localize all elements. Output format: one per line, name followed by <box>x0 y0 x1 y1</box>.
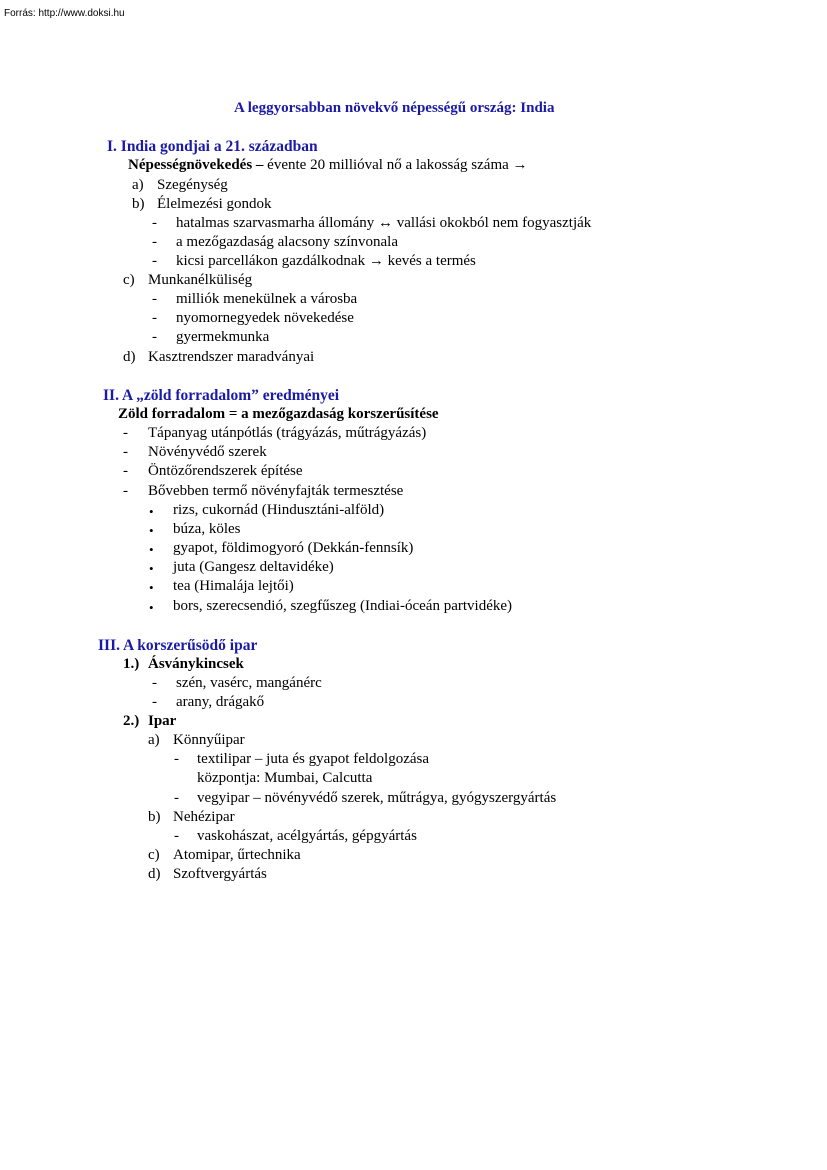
list-item: nyomornegyedek növekedése <box>176 310 354 326</box>
list-item: Tápanyag utánpótlás (trágyázás, műtrágyázás) <box>148 425 427 441</box>
section1-heading: I. India gondjai a 21. században <box>107 138 318 155</box>
list-item: gyapot, földimogyoró (Dekkán-fennsík) <box>173 540 414 556</box>
dash-marker: - <box>152 215 157 231</box>
list-item: szén, vasérc, mangánérc <box>176 675 322 691</box>
source-note: Forrás: http://www.doksi.hu <box>4 8 125 19</box>
list-marker: a) <box>148 732 160 748</box>
section2-intro: Zöld forradalom = a mezőgazdaság korszerűsítése <box>118 406 439 422</box>
dash-marker: - <box>174 751 179 767</box>
list-item: Kasztrendszer maradványai <box>148 349 315 365</box>
dash-marker: - <box>152 291 157 307</box>
list-item: milliók menekülnek a városba <box>176 291 358 307</box>
list-item: juta (Gangesz deltavidéke) <box>173 559 334 575</box>
bullet-marker: • <box>149 504 154 519</box>
list-item: tea (Himalája lejtői) <box>173 578 294 594</box>
list-item: búza, köles <box>173 521 241 537</box>
list-item: gyermekmunka <box>176 329 270 345</box>
list-marker: 1.) <box>123 656 140 672</box>
dash-marker: - <box>152 694 157 710</box>
list-item: Ipar <box>148 713 177 729</box>
section2-heading: II. A „zöld forradalom” eredményei <box>103 387 340 404</box>
list-item: Ásványkincsek <box>148 656 244 672</box>
list-item: Növényvédő szerek <box>148 444 267 460</box>
list-item: Élelmezési gondok <box>157 196 272 212</box>
dash-marker: - <box>152 329 157 345</box>
dash-marker: - <box>123 463 128 479</box>
dash-marker: - <box>152 310 157 326</box>
list-marker: 2.) <box>123 713 140 729</box>
dash-marker: - <box>123 483 128 499</box>
dash-marker: - <box>152 253 157 269</box>
list-item: kicsi parcellákon gazdálkodnak → kevés a termés <box>176 253 476 269</box>
list-marker: c) <box>123 272 135 288</box>
dash-marker: - <box>152 234 157 250</box>
list-marker: b) <box>148 809 161 825</box>
list-marker: c) <box>148 847 160 863</box>
list-item: Munkanélküliség <box>148 272 253 288</box>
list-item: vegyipar – növényvédő szerek, műtrágya, gyógyszergyártás <box>197 790 557 806</box>
list-item: Öntözőrendszerek építése <box>148 463 303 479</box>
dash-marker: - <box>123 444 128 460</box>
list-item: arany, drágakő <box>176 694 265 710</box>
list-item: Szegénység <box>157 177 228 193</box>
section1-intro-bold: Népességnövekedés – <box>128 157 264 173</box>
bullet-marker: • <box>149 523 154 538</box>
dash-marker: - <box>152 675 157 691</box>
list-item: Bővebben termő növényfajták termesztése <box>148 483 404 499</box>
bullet-marker: • <box>149 542 154 557</box>
list-item-continuation: központja: Mumbai, Calcutta <box>197 770 373 786</box>
list-item: a mezőgazdaság alacsony színvonala <box>176 234 398 250</box>
document-title: A leggyorsabban növekvő népességű ország: India <box>234 100 555 116</box>
list-marker: d) <box>123 349 136 365</box>
section1-intro <box>128 156 528 175</box>
bullet-marker: • <box>149 580 154 595</box>
list-item: hatalmas szarvasmarha állomány ↔ vallási okokból nem fogyasztják <box>176 215 592 231</box>
dash-marker: - <box>174 790 179 806</box>
dash-marker: - <box>174 828 179 844</box>
bullet-marker: • <box>149 561 154 576</box>
list-item: vaskohászat, acélgyártás, gépgyártás <box>197 828 417 844</box>
list-item: Atomipar, űrtechnika <box>173 847 301 863</box>
list-item: textilipar – juta és gyapot feldolgozása <box>197 751 430 767</box>
section3-heading: III. A korszerűsödő ipar <box>98 637 258 654</box>
list-item: Könnyűipar <box>173 732 245 748</box>
list-marker: d) <box>148 866 161 882</box>
list-item: Szoftvergyártás <box>173 866 267 882</box>
section1-intro-rest: évente 20 millióval nő a lakosság száma → <box>263 157 528 173</box>
list-item: bors, szerecsendió, szegfűszeg (Indiai-óceán partvidéke) <box>173 598 513 614</box>
bullet-marker: • <box>149 600 154 615</box>
list-marker: a) <box>132 177 144 193</box>
list-item: Nehézipar <box>173 809 235 825</box>
list-marker: b) <box>132 196 145 212</box>
dash-marker: - <box>123 425 128 441</box>
list-item: rizs, cukornád (Hindusztáni-alföld) <box>173 502 385 518</box>
